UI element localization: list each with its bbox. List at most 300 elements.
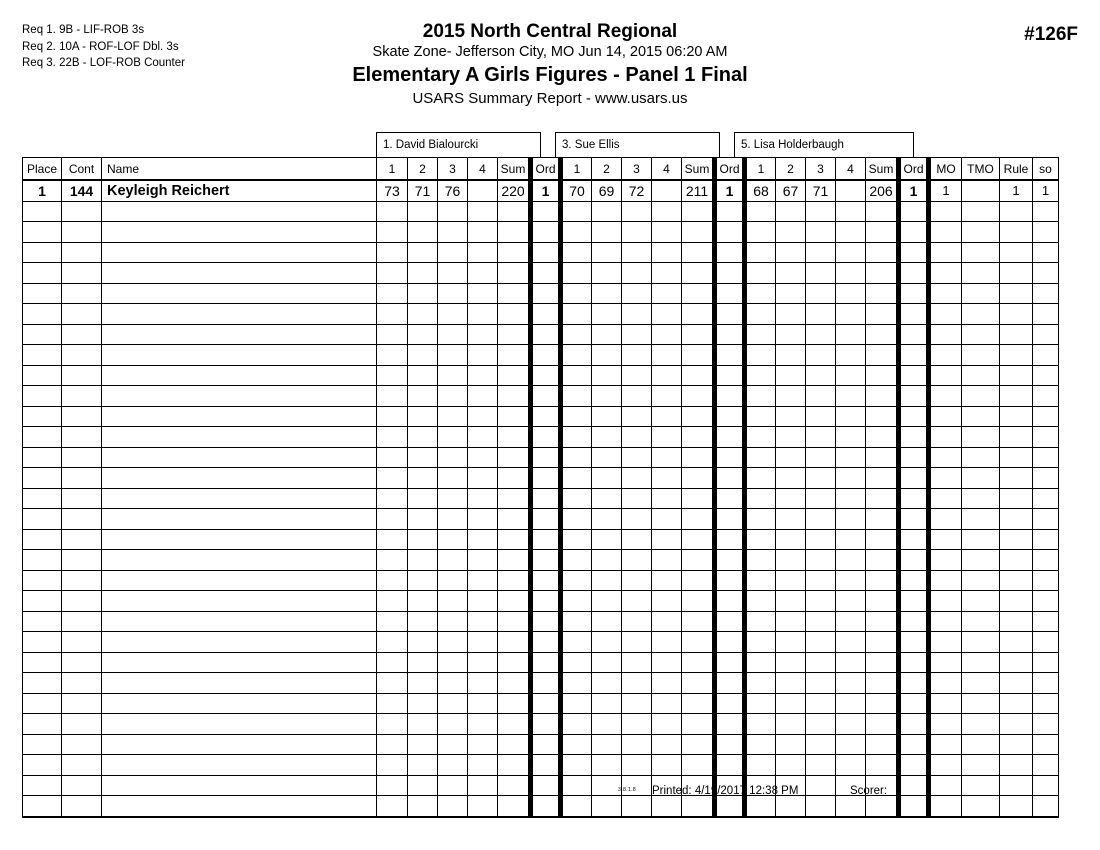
- cell-j2-ord[interactable]: [715, 652, 745, 673]
- table-row[interactable]: [23, 550, 1059, 571]
- cell-j3-score1[interactable]: [745, 386, 776, 407]
- cell-j1-score3[interactable]: [438, 201, 468, 222]
- cell-j3-sum[interactable]: [866, 406, 899, 427]
- cell-j2-score3[interactable]: [622, 591, 652, 612]
- cell-j1-sum[interactable]: [498, 550, 531, 571]
- cell-tmo[interactable]: [962, 611, 1000, 632]
- cell-j2-score3[interactable]: [622, 509, 652, 530]
- cell-j3-score3[interactable]: [806, 755, 836, 776]
- cell-j3-sum[interactable]: [866, 365, 899, 386]
- cell-j2-score1[interactable]: [561, 550, 592, 571]
- cell-j3-score4[interactable]: [836, 488, 866, 509]
- cell-j1-score2[interactable]: [408, 427, 438, 448]
- cell-j3-sum[interactable]: [866, 304, 899, 325]
- cell-cont[interactable]: [62, 345, 102, 366]
- cell-so[interactable]: [1033, 242, 1059, 263]
- cell-j2-score4[interactable]: [652, 283, 682, 304]
- table-row[interactable]: [23, 693, 1059, 714]
- cell-place[interactable]: [23, 652, 62, 673]
- cell-j3-score4[interactable]: [836, 180, 866, 201]
- cell-j3-sum[interactable]: [866, 427, 899, 448]
- cell-j3-score3[interactable]: [806, 550, 836, 571]
- cell-j1-score1[interactable]: [377, 714, 408, 735]
- cell-j2-score2[interactable]: [592, 591, 622, 612]
- cell-j1-score3[interactable]: [438, 673, 468, 694]
- cell-j3-ord[interactable]: [899, 386, 929, 407]
- cell-cont[interactable]: [62, 550, 102, 571]
- cell-j1-score4[interactable]: [468, 242, 498, 263]
- cell-name[interactable]: [102, 242, 377, 263]
- cell-j3-sum[interactable]: [866, 488, 899, 509]
- cell-j1-score1[interactable]: [377, 529, 408, 550]
- cell-j1-score3[interactable]: [438, 734, 468, 755]
- cell-name[interactable]: [102, 427, 377, 448]
- cell-j3-ord[interactable]: [899, 714, 929, 735]
- cell-tmo[interactable]: [962, 468, 1000, 489]
- cell-j3-sum[interactable]: [866, 755, 899, 776]
- cell-j1-sum[interactable]: [498, 201, 531, 222]
- cell-j3-score2[interactable]: [776, 222, 806, 243]
- cell-j1-score3[interactable]: [438, 570, 468, 591]
- cell-j3-ord[interactable]: [899, 529, 929, 550]
- cell-so[interactable]: [1033, 693, 1059, 714]
- cell-j2-score4[interactable]: [652, 386, 682, 407]
- cell-tmo[interactable]: [962, 324, 1000, 345]
- cell-j1-score2[interactable]: [408, 263, 438, 284]
- cell-j1-score1[interactable]: [377, 447, 408, 468]
- cell-j3-sum[interactable]: [866, 201, 899, 222]
- cell-j2-score1[interactable]: [561, 283, 592, 304]
- cell-j3-score1[interactable]: [745, 714, 776, 735]
- cell-j2-score1[interactable]: [561, 406, 592, 427]
- cell-cont[interactable]: [62, 447, 102, 468]
- cell-j1-sum[interactable]: [498, 673, 531, 694]
- cell-rule[interactable]: [1000, 673, 1033, 694]
- cell-j3-score2[interactable]: [776, 283, 806, 304]
- cell-cont[interactable]: [62, 570, 102, 591]
- cell-name[interactable]: [102, 263, 377, 284]
- cell-tmo[interactable]: [962, 386, 1000, 407]
- cell-rule[interactable]: [1000, 591, 1033, 612]
- cell-j3-score2[interactable]: [776, 570, 806, 591]
- table-row[interactable]: [23, 427, 1059, 448]
- cell-tmo[interactable]: [962, 488, 1000, 509]
- cell-so[interactable]: [1033, 652, 1059, 673]
- table-row[interactable]: [23, 734, 1059, 755]
- cell-j2-score2[interactable]: [592, 406, 622, 427]
- cell-j1-ord[interactable]: [531, 652, 561, 673]
- cell-j1-ord[interactable]: [531, 406, 561, 427]
- cell-j3-score2[interactable]: [776, 693, 806, 714]
- cell-j3-score4[interactable]: [836, 591, 866, 612]
- cell-j1-score2[interactable]: [408, 365, 438, 386]
- cell-j1-score1[interactable]: [377, 488, 408, 509]
- cell-cont[interactable]: 144: [62, 180, 102, 201]
- cell-j3-sum[interactable]: [866, 345, 899, 366]
- cell-j1-sum[interactable]: [498, 734, 531, 755]
- cell-j3-sum[interactable]: [866, 714, 899, 735]
- cell-name[interactable]: [102, 509, 377, 530]
- cell-j2-score2[interactable]: [592, 365, 622, 386]
- cell-j2-score3[interactable]: [622, 550, 652, 571]
- cell-j3-ord[interactable]: [899, 652, 929, 673]
- cell-j1-score2[interactable]: [408, 386, 438, 407]
- cell-j2-sum[interactable]: [682, 304, 715, 325]
- cell-rule[interactable]: [1000, 632, 1033, 653]
- cell-cont[interactable]: [62, 509, 102, 530]
- cell-j3-sum[interactable]: [866, 673, 899, 694]
- cell-j1-ord[interactable]: [531, 263, 561, 284]
- cell-mo[interactable]: [929, 570, 962, 591]
- cell-j3-score1[interactable]: [745, 611, 776, 632]
- cell-j3-score4[interactable]: [836, 632, 866, 653]
- cell-tmo[interactable]: [962, 755, 1000, 776]
- cell-cont[interactable]: [62, 611, 102, 632]
- cell-j2-score2[interactable]: [592, 755, 622, 776]
- cell-so[interactable]: [1033, 550, 1059, 571]
- cell-j2-score2[interactable]: [592, 222, 622, 243]
- cell-j3-score4[interactable]: [836, 652, 866, 673]
- cell-j1-ord[interactable]: [531, 734, 561, 755]
- cell-j1-score4[interactable]: [468, 734, 498, 755]
- cell-j1-sum[interactable]: [498, 714, 531, 735]
- cell-j1-score4[interactable]: [468, 529, 498, 550]
- cell-j1-score1[interactable]: [377, 611, 408, 632]
- cell-j3-score4[interactable]: [836, 673, 866, 694]
- cell-j3-score4[interactable]: [836, 365, 866, 386]
- cell-j3-score1[interactable]: [745, 652, 776, 673]
- cell-mo[interactable]: [929, 386, 962, 407]
- cell-j3-score2[interactable]: [776, 345, 806, 366]
- cell-name[interactable]: [102, 468, 377, 489]
- cell-so[interactable]: [1033, 427, 1059, 448]
- cell-cont[interactable]: [62, 488, 102, 509]
- cell-j1-ord[interactable]: [531, 714, 561, 735]
- cell-j2-score1[interactable]: [561, 222, 592, 243]
- table-row[interactable]: [23, 611, 1059, 632]
- cell-so[interactable]: [1033, 222, 1059, 243]
- cell-j3-ord[interactable]: [899, 734, 929, 755]
- cell-j3-score3[interactable]: [806, 304, 836, 325]
- cell-j3-ord[interactable]: 1: [899, 180, 929, 201]
- cell-so[interactable]: [1033, 304, 1059, 325]
- cell-j1-ord[interactable]: [531, 591, 561, 612]
- cell-rule[interactable]: [1000, 304, 1033, 325]
- cell-place[interactable]: [23, 611, 62, 632]
- cell-j2-ord[interactable]: [715, 673, 745, 694]
- cell-cont[interactable]: [62, 734, 102, 755]
- cell-j3-ord[interactable]: [899, 263, 929, 284]
- cell-j1-score1[interactable]: [377, 673, 408, 694]
- cell-j2-score2[interactable]: [592, 529, 622, 550]
- cell-j2-ord[interactable]: [715, 488, 745, 509]
- cell-j1-score3[interactable]: [438, 324, 468, 345]
- cell-tmo[interactable]: [962, 734, 1000, 755]
- cell-j3-score2[interactable]: [776, 734, 806, 755]
- cell-j2-score2[interactable]: [592, 263, 622, 284]
- cell-j1-ord[interactable]: [531, 386, 561, 407]
- cell-j2-score2[interactable]: 69: [592, 180, 622, 201]
- cell-j1-score3[interactable]: [438, 427, 468, 448]
- cell-j1-sum[interactable]: 220: [498, 180, 531, 201]
- cell-j2-score4[interactable]: [652, 488, 682, 509]
- cell-j1-score3[interactable]: [438, 283, 468, 304]
- cell-j1-ord[interactable]: [531, 693, 561, 714]
- cell-j2-score1[interactable]: [561, 734, 592, 755]
- table-row[interactable]: [23, 755, 1059, 776]
- cell-j1-sum[interactable]: [498, 468, 531, 489]
- cell-j2-score3[interactable]: [622, 324, 652, 345]
- cell-j3-score4[interactable]: [836, 201, 866, 222]
- cell-j2-score1[interactable]: 70: [561, 180, 592, 201]
- cell-so[interactable]: [1033, 447, 1059, 468]
- cell-j1-score2[interactable]: [408, 714, 438, 735]
- cell-j2-ord[interactable]: [715, 714, 745, 735]
- cell-place[interactable]: [23, 755, 62, 776]
- cell-j2-score4[interactable]: [652, 714, 682, 735]
- cell-rule[interactable]: [1000, 222, 1033, 243]
- cell-j2-score2[interactable]: [592, 734, 622, 755]
- cell-place[interactable]: [23, 447, 62, 468]
- cell-j1-ord[interactable]: [531, 509, 561, 530]
- cell-j1-sum[interactable]: [498, 488, 531, 509]
- cell-j1-score4[interactable]: [468, 693, 498, 714]
- cell-mo[interactable]: [929, 591, 962, 612]
- cell-so[interactable]: [1033, 570, 1059, 591]
- table-row[interactable]: [23, 447, 1059, 468]
- cell-j1-sum[interactable]: [498, 427, 531, 448]
- cell-j1-sum[interactable]: [498, 324, 531, 345]
- cell-j2-score2[interactable]: [592, 570, 622, 591]
- cell-j2-score1[interactable]: [561, 263, 592, 284]
- cell-j1-score1[interactable]: [377, 468, 408, 489]
- cell-j2-score4[interactable]: [652, 365, 682, 386]
- cell-rule[interactable]: [1000, 345, 1033, 366]
- cell-rule[interactable]: [1000, 365, 1033, 386]
- cell-j3-ord[interactable]: [899, 345, 929, 366]
- cell-j3-ord[interactable]: [899, 447, 929, 468]
- cell-tmo[interactable]: [962, 714, 1000, 735]
- cell-j3-score3[interactable]: 71: [806, 180, 836, 201]
- table-row[interactable]: [23, 324, 1059, 345]
- cell-name[interactable]: [102, 283, 377, 304]
- cell-j3-score4[interactable]: [836, 222, 866, 243]
- cell-j1-score4[interactable]: [468, 509, 498, 530]
- cell-j1-sum[interactable]: [498, 591, 531, 612]
- cell-j1-sum[interactable]: [498, 652, 531, 673]
- cell-j3-score4[interactable]: [836, 550, 866, 571]
- cell-tmo[interactable]: [962, 180, 1000, 201]
- cell-so[interactable]: 1: [1033, 180, 1059, 201]
- cell-j1-score4[interactable]: [468, 632, 498, 653]
- cell-j1-score1[interactable]: [377, 734, 408, 755]
- cell-rule[interactable]: [1000, 324, 1033, 345]
- cell-rule[interactable]: [1000, 242, 1033, 263]
- cell-j1-score1[interactable]: [377, 550, 408, 571]
- cell-j3-score3[interactable]: [806, 652, 836, 673]
- cell-j3-score4[interactable]: [836, 468, 866, 489]
- cell-j1-ord[interactable]: [531, 632, 561, 653]
- cell-rule[interactable]: [1000, 468, 1033, 489]
- cell-cont[interactable]: [62, 652, 102, 673]
- cell-rule[interactable]: [1000, 714, 1033, 735]
- cell-j3-score1[interactable]: [745, 591, 776, 612]
- cell-name[interactable]: [102, 529, 377, 550]
- cell-j2-sum[interactable]: [682, 714, 715, 735]
- cell-j1-score3[interactable]: [438, 222, 468, 243]
- cell-j2-score2[interactable]: [592, 632, 622, 653]
- cell-j1-score1[interactable]: [377, 406, 408, 427]
- cell-j2-sum[interactable]: [682, 529, 715, 550]
- cell-cont[interactable]: [62, 693, 102, 714]
- cell-j2-score2[interactable]: [592, 652, 622, 673]
- cell-cont[interactable]: [62, 529, 102, 550]
- cell-j1-score2[interactable]: [408, 468, 438, 489]
- cell-j1-score4[interactable]: [468, 673, 498, 694]
- cell-j3-score1[interactable]: [745, 693, 776, 714]
- table-row[interactable]: [23, 222, 1059, 243]
- cell-j3-ord[interactable]: [899, 427, 929, 448]
- cell-j2-score4[interactable]: [652, 755, 682, 776]
- cell-j1-score2[interactable]: [408, 488, 438, 509]
- cell-j2-score4[interactable]: [652, 304, 682, 325]
- cell-j2-score4[interactable]: [652, 427, 682, 448]
- cell-j3-ord[interactable]: [899, 570, 929, 591]
- cell-j3-sum[interactable]: [866, 529, 899, 550]
- cell-place[interactable]: [23, 509, 62, 530]
- cell-j3-sum[interactable]: 206: [866, 180, 899, 201]
- cell-j2-score4[interactable]: [652, 550, 682, 571]
- cell-j1-sum[interactable]: [498, 509, 531, 530]
- cell-j3-score1[interactable]: [745, 427, 776, 448]
- cell-j3-ord[interactable]: [899, 693, 929, 714]
- cell-j1-sum[interactable]: [498, 611, 531, 632]
- cell-name[interactable]: [102, 632, 377, 653]
- cell-j3-ord[interactable]: [899, 406, 929, 427]
- cell-so[interactable]: [1033, 283, 1059, 304]
- cell-mo[interactable]: [929, 488, 962, 509]
- cell-name[interactable]: [102, 591, 377, 612]
- cell-j2-sum[interactable]: [682, 673, 715, 694]
- cell-name[interactable]: [102, 345, 377, 366]
- cell-j2-ord[interactable]: [715, 734, 745, 755]
- cell-j3-score1[interactable]: [745, 550, 776, 571]
- cell-j1-score3[interactable]: [438, 345, 468, 366]
- cell-j3-sum[interactable]: [866, 324, 899, 345]
- cell-cont[interactable]: [62, 201, 102, 222]
- table-row[interactable]: [23, 386, 1059, 407]
- cell-j2-score2[interactable]: [592, 242, 622, 263]
- cell-j2-sum[interactable]: [682, 324, 715, 345]
- cell-j2-score4[interactable]: [652, 263, 682, 284]
- cell-j3-score1[interactable]: [745, 632, 776, 653]
- cell-mo[interactable]: [929, 201, 962, 222]
- cell-place[interactable]: [23, 283, 62, 304]
- cell-tmo[interactable]: [962, 242, 1000, 263]
- cell-j2-sum[interactable]: [682, 509, 715, 530]
- cell-j1-score3[interactable]: [438, 242, 468, 263]
- cell-j1-score1[interactable]: [377, 509, 408, 530]
- cell-mo[interactable]: [929, 529, 962, 550]
- cell-j3-sum[interactable]: [866, 283, 899, 304]
- cell-j3-score4[interactable]: [836, 529, 866, 550]
- cell-j3-sum[interactable]: [866, 652, 899, 673]
- cell-j2-score4[interactable]: [652, 406, 682, 427]
- cell-j1-score2[interactable]: [408, 242, 438, 263]
- cell-j2-score1[interactable]: [561, 509, 592, 530]
- cell-j2-score3[interactable]: [622, 570, 652, 591]
- cell-j1-score2[interactable]: [408, 652, 438, 673]
- cell-j3-sum[interactable]: [866, 222, 899, 243]
- cell-j3-score2[interactable]: [776, 550, 806, 571]
- cell-rule[interactable]: [1000, 734, 1033, 755]
- cell-name[interactable]: [102, 550, 377, 571]
- cell-mo[interactable]: [929, 406, 962, 427]
- cell-place[interactable]: [23, 673, 62, 694]
- cell-place[interactable]: [23, 345, 62, 366]
- cell-j1-score1[interactable]: [377, 755, 408, 776]
- cell-j2-score3[interactable]: [622, 242, 652, 263]
- cell-cont[interactable]: [62, 673, 102, 694]
- cell-j3-score3[interactable]: [806, 591, 836, 612]
- cell-j3-score3[interactable]: [806, 693, 836, 714]
- cell-j2-score3[interactable]: [622, 386, 652, 407]
- cell-j1-sum[interactable]: [498, 283, 531, 304]
- cell-j3-score2[interactable]: [776, 652, 806, 673]
- cell-j3-score1[interactable]: [745, 345, 776, 366]
- cell-name[interactable]: [102, 755, 377, 776]
- cell-j1-sum[interactable]: [498, 304, 531, 325]
- cell-j3-score3[interactable]: [806, 632, 836, 653]
- cell-mo[interactable]: [929, 693, 962, 714]
- cell-j2-sum[interactable]: [682, 734, 715, 755]
- cell-j1-score2[interactable]: [408, 693, 438, 714]
- cell-tmo[interactable]: [962, 406, 1000, 427]
- cell-j1-ord[interactable]: 1: [531, 180, 561, 201]
- cell-j2-ord[interactable]: [715, 447, 745, 468]
- cell-j3-score2[interactable]: [776, 611, 806, 632]
- cell-j2-score1[interactable]: [561, 714, 592, 735]
- cell-j3-ord[interactable]: [899, 591, 929, 612]
- cell-j1-ord[interactable]: [531, 304, 561, 325]
- table-row[interactable]: [23, 242, 1059, 263]
- cell-rule[interactable]: [1000, 550, 1033, 571]
- cell-j1-score2[interactable]: [408, 529, 438, 550]
- cell-j3-score4[interactable]: [836, 447, 866, 468]
- cell-mo[interactable]: [929, 427, 962, 448]
- cell-j2-sum[interactable]: [682, 263, 715, 284]
- cell-tmo[interactable]: [962, 529, 1000, 550]
- cell-j2-score2[interactable]: [592, 427, 622, 448]
- cell-j2-ord[interactable]: [715, 406, 745, 427]
- cell-j1-score4[interactable]: [468, 488, 498, 509]
- cell-j3-score2[interactable]: 67: [776, 180, 806, 201]
- cell-j3-ord[interactable]: [899, 468, 929, 489]
- cell-j1-score3[interactable]: [438, 755, 468, 776]
- cell-tmo[interactable]: [962, 693, 1000, 714]
- cell-mo[interactable]: [929, 673, 962, 694]
- cell-tmo[interactable]: [962, 673, 1000, 694]
- cell-j2-score3[interactable]: [622, 488, 652, 509]
- cell-j3-score2[interactable]: [776, 468, 806, 489]
- table-row[interactable]: [23, 488, 1059, 509]
- cell-j2-sum[interactable]: [682, 652, 715, 673]
- cell-j1-score2[interactable]: [408, 632, 438, 653]
- cell-j1-ord[interactable]: [531, 222, 561, 243]
- cell-tmo[interactable]: [962, 509, 1000, 530]
- cell-j1-score4[interactable]: [468, 222, 498, 243]
- cell-j3-sum[interactable]: [866, 263, 899, 284]
